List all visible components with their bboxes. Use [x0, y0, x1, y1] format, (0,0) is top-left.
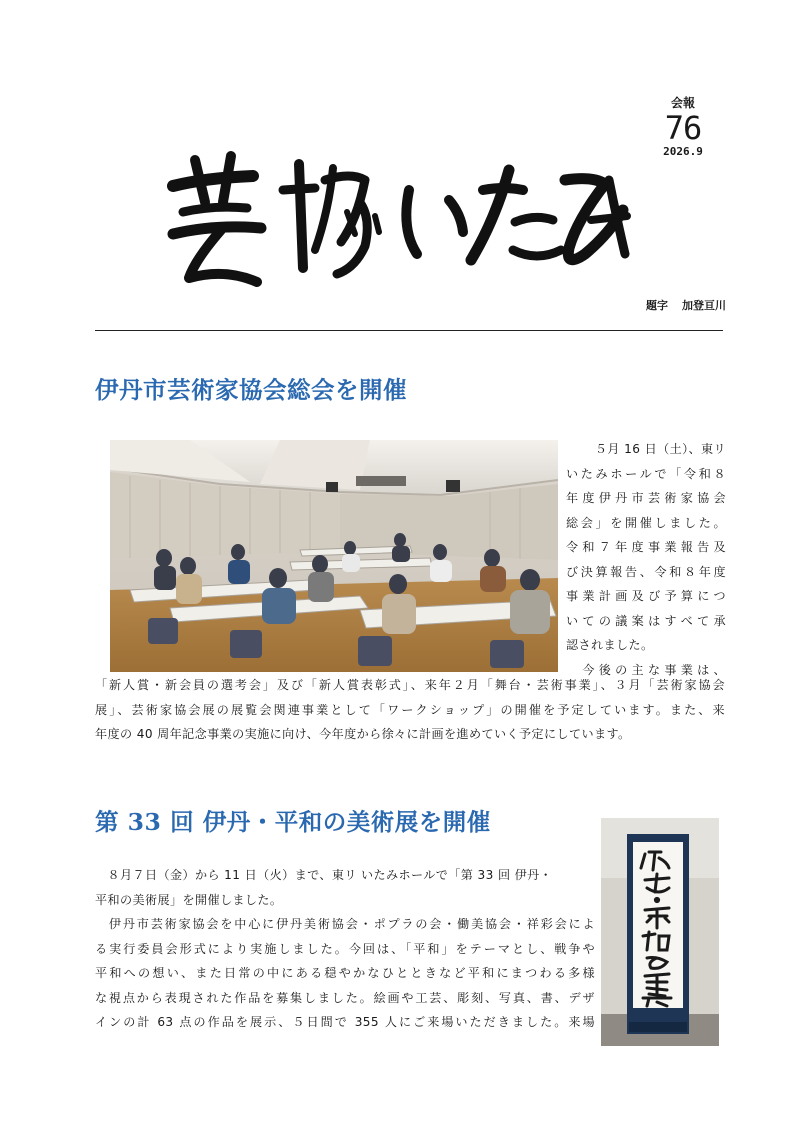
article1-line: 認されました。	[566, 638, 654, 652]
issue-label: 会報	[670, 96, 695, 110]
article2-line: 平和の美術展」を開催しました。	[95, 892, 283, 907]
meeting-photo	[110, 440, 558, 672]
article2-line: ８月７日（金）から 11 日（火）まで、東リ いたみホールで「第 33 回 伊丹・	[95, 868, 553, 882]
article1-line: いての議案はすべて承	[566, 613, 726, 628]
article1-line: 総会」を開催しました。	[566, 515, 726, 530]
article2-text	[95, 863, 595, 1035]
article1-line: 事業計画及び予算につ	[566, 589, 726, 603]
calligrapher-name: 加登亘川	[682, 299, 726, 312]
article1-text-side	[566, 437, 726, 682]
article1-line: び決算報告、令和８年度	[566, 564, 726, 579]
article2-line: な視点から表現された作品を募集しました。絵画や工芸、彫刻、写真、書、デザ	[95, 990, 595, 1005]
article1-line: 展」、芸術家協会展の展覧会関連事業として「ワークショップ」の開催を予定しています。また、来	[95, 702, 725, 717]
issue-date: 2026.9	[663, 145, 703, 158]
article1-line: 令和７年度事業報告及	[566, 540, 726, 554]
article2-line: 平和への想い、また日常の中にある穏やかなひとときなど平和にまつわる多様	[95, 966, 595, 980]
article1-line: 「新人賞・新会員の選考会」及び「新人賞表彰式」、来年２月「舞台・芸術事業」、３月「芸術家協会	[95, 678, 725, 692]
article2-line: る実行委員会形式により実施しました。今回は、「平和」をテーマとし、戦争や	[95, 941, 595, 956]
masthead-divider	[95, 330, 723, 331]
article1-line: いたみホールで「令和８	[566, 466, 726, 481]
calligraphy-credit	[586, 297, 726, 313]
issue-block	[648, 94, 718, 158]
article2-headline: 第 33 回 伊丹・平和の美術展を開催	[95, 808, 491, 836]
article2-line: インの計 63 点の作品を展示、５日間で 355 人にご来場いただきました。来場	[95, 1015, 595, 1029]
article1-line: 今後の主な事業は、	[566, 662, 726, 677]
masthead-title-calligraphy	[165, 150, 635, 295]
article1-line: 年度伊丹市芸術家協会	[566, 491, 726, 505]
calligraphy-label: 題字	[646, 299, 668, 312]
article1-line: 年度の 40 周年記念事業の実施に向け、今年度から徐々に計画を進めていく予定にしています。	[95, 727, 631, 741]
article2-line: 伊丹市芸術家協会を中心に伊丹美術協会・ポプラの会・働美協会・祥彩会によ	[95, 917, 595, 931]
article1-line: ５月 16 日（土）、東リ	[594, 442, 726, 456]
article1-headline: 伊丹市芸術家協会総会を開催	[95, 376, 407, 404]
exhibition-signboard-photo	[601, 818, 719, 1046]
article1-text-full	[95, 673, 725, 747]
issue-number: 76	[664, 109, 702, 147]
